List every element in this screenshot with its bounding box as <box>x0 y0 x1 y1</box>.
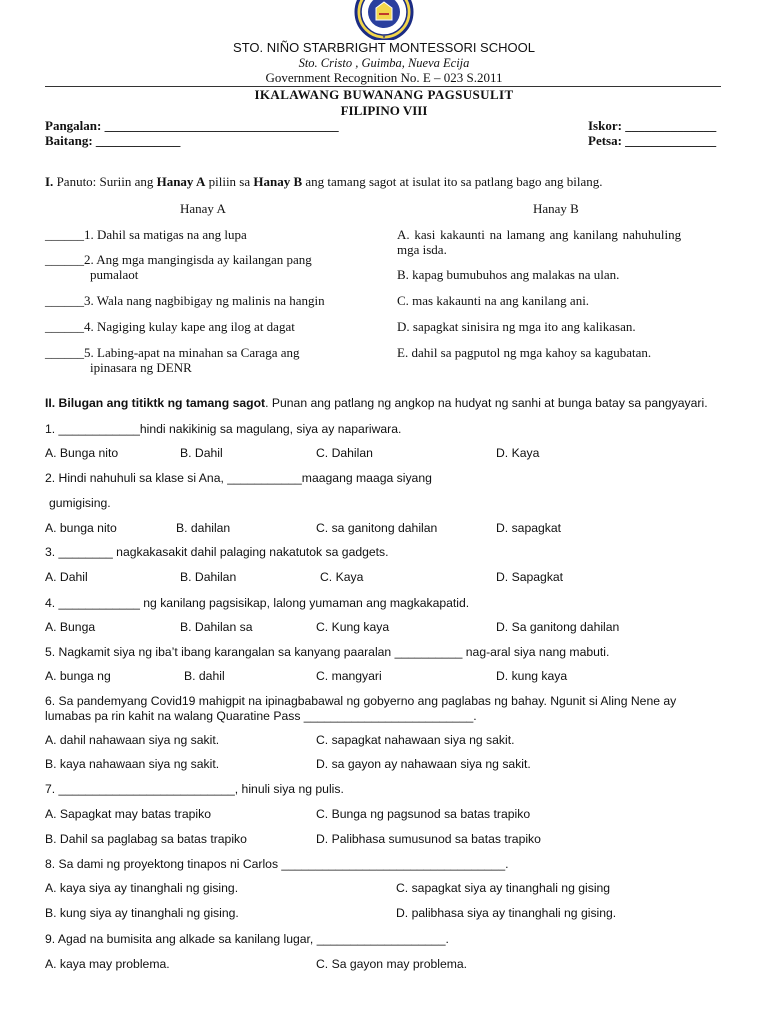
part1-directions <box>45 174 603 190</box>
date-field[interactable]: Petsa: ______________ <box>588 133 717 148</box>
grade-field[interactable]: Baitang: _____________ <box>45 133 181 148</box>
hanay-a-item: ______2. Ang mga mangingisda ay kailangan pang <box>45 252 312 267</box>
question-2: 2. Hindi nahuhuli sa klase si Ana, ___________maagang maaga siyang <box>45 471 432 485</box>
directions-text: ang tamang sagot at isulat ito sa patlang bago ang bilang. <box>302 174 603 189</box>
choice[interactable]: A. dahil nahawaan siya ng sakit. <box>45 733 220 747</box>
choice[interactable]: D. palibhasa siya ay tinanghali ng gising. <box>396 906 617 920</box>
choice[interactable]: C. Kaya <box>320 570 364 584</box>
hanay-b-item: B. kapag bumubuhos ang malakas na ulan. <box>397 267 620 282</box>
directions-text: piliin sa <box>205 174 254 189</box>
choice[interactable]: C. sa ganitong dahilan <box>316 521 438 535</box>
choice[interactable]: B. kaya nahawaan siya ng sakit. <box>45 757 220 771</box>
choice[interactable]: D. sapagkat <box>496 521 562 535</box>
choice[interactable]: B. dahil <box>184 669 225 683</box>
hanay-a-item-continuation: ipinasara ng DENR <box>90 360 192 375</box>
question-2-continuation: gumigising. <box>49 496 111 510</box>
hanay-a-item: ______1. Dahil sa matigas na ang lupa <box>45 227 247 242</box>
choice[interactable]: D. Kaya <box>496 446 540 460</box>
score-field[interactable]: Iskor: ______________ <box>588 118 717 133</box>
directions-text: Panuto: Suriin ang <box>53 174 157 189</box>
hanay-a-item: ______3. Wala nang nagbibigay ng malinis na hangin <box>45 293 325 308</box>
part2-instruction-text: . Punan ang patlang ng angkop na hudyat ng sanhi at bunga batay sa pangyayari. <box>265 396 708 410</box>
choice[interactable]: D. Sapagkat <box>496 570 564 584</box>
choice[interactable]: A. Bunga nito <box>45 446 119 460</box>
hanay-b-item: C. mas kakaunti na ang kanilang ani. <box>397 293 590 308</box>
choice[interactable]: A. bunga ng <box>45 669 111 683</box>
school-name: STO. NIÑO STARBRIGHT MONTESSORI SCHOOL <box>233 40 535 55</box>
question-4: 4. ____________ ng kanilang pagsisikap, lalong yumaman ang magkakapatid. <box>45 596 470 610</box>
hanay-a-item: ______5. Labing-apat na minahan sa Caraga ang <box>45 345 300 360</box>
choice[interactable]: C. Dahilan <box>316 446 373 460</box>
question-9: 9. Agad na bumisita ang alkade sa kanilang lugar, ___________________. <box>45 932 449 946</box>
choice[interactable]: A. Dahil <box>45 570 88 584</box>
question-8: 8. Sa dami ng proyektong tinapos ni Carlos _________________________________. <box>45 857 509 871</box>
hanay-b-item-continuation: mga isda. <box>397 242 447 257</box>
choice[interactable]: A. kaya siya ay tinanghali ng gising. <box>45 881 239 895</box>
choice[interactable]: D. Palibhasa sumusunod sa batas trapiko <box>316 832 541 846</box>
choice[interactable]: C. sapagkat nahawaan siya ng sakit. <box>316 733 515 747</box>
exam-title: IKALAWANG BUWANANG PAGSUSULIT <box>254 87 514 102</box>
choice[interactable]: D. sa gayon ay nahawaan siya ng sakit. <box>316 757 531 771</box>
choice[interactable]: D. Sa ganitong dahilan <box>496 620 620 634</box>
part2-title: Bilugan ang titiktk ng tamang sagot <box>55 396 266 410</box>
choice[interactable]: A. Bunga <box>45 620 96 634</box>
column-b-header: Hanay B <box>533 201 579 216</box>
choice[interactable]: C. Kung kaya <box>316 620 390 634</box>
choice[interactable]: A. bunga nito <box>45 521 117 535</box>
choice[interactable]: C. sapagkat siya ay tinanghali ng gising <box>396 881 611 895</box>
school-seal-logo <box>346 0 422 40</box>
hanay-b-item: E. dahil sa pagputol ng mga kahoy sa kagubatan. <box>397 345 652 360</box>
choice[interactable]: C. Sa gayon may problema. <box>316 957 468 971</box>
question-6: 6. Sa pandemyang Covid19 mahigpit na ipinagbabawal ng gobyerno ang paglabas ng bahay. Ngunit si Aling Nene ay <box>45 694 677 708</box>
name-field[interactable]: Pangalan: ____________________________________ <box>45 118 339 133</box>
part2-number: II. <box>45 396 56 410</box>
choice[interactable]: C. mangyari <box>316 669 382 683</box>
column-a-header: Hanay A <box>180 201 226 216</box>
part1-number: I. <box>45 174 54 189</box>
svg-text:★: ★ <box>382 34 386 39</box>
choice[interactable]: B. Dahilan sa <box>180 620 253 634</box>
choice[interactable]: B. Dahilan <box>180 570 237 584</box>
directions-hanay-b: Hanay B <box>253 174 303 189</box>
question-7: 7. __________________________, hinuli siya ng pulis. <box>45 782 344 796</box>
choice[interactable]: B. Dahil <box>180 446 223 460</box>
choice[interactable]: A. kaya may problema. <box>45 957 170 971</box>
question-6-continuation: lumabas pa rin kahit na walang Quaratine Pass _________________________. <box>45 709 477 723</box>
government-recognition: Government Recognition No. E – 023 S.2011 <box>265 70 503 85</box>
choice[interactable]: C. Bunga ng pagsunod sa batas trapiko <box>316 807 531 821</box>
hanay-b-item: A. kasi kakaunti na lamang ang kanilang nahuhuling <box>397 227 682 242</box>
choice[interactable]: A. Sapagkat may batas trapiko <box>45 807 211 821</box>
directions-hanay-a: Hanay A <box>156 174 206 189</box>
question-5: 5. Nagkamit siya ng iba’t ibang karangalan sa kanyang paaralan __________ nag-aral siya nang mabuti. <box>45 645 610 659</box>
hanay-a-item-continuation: pumalaot <box>90 267 139 282</box>
subject-title: FILIPINO VIII <box>340 103 428 118</box>
choice[interactable]: B. kung siya ay tinanghali ng gising. <box>45 906 239 920</box>
part2-instructions <box>45 396 708 410</box>
school-address: Sto. Cristo , Guimba, Nueva Ecija <box>298 56 470 70</box>
choice[interactable]: B. Dahil sa paglabag sa batas trapiko <box>45 832 247 846</box>
choice[interactable]: D. kung kaya <box>496 669 568 683</box>
hanay-a-item: ______4. Nagiging kulay kape ang ilog at dagat <box>45 319 295 334</box>
question-3: 3. ________ nagkakasakit dahil palaging nakatutok sa gadgets. <box>45 545 389 559</box>
hanay-b-item: D. sapagkat sinisira ng mga ito ang kalikasan. <box>397 319 636 334</box>
choice[interactable]: B. dahilan <box>176 521 231 535</box>
question-1: 1. ____________hindi nakikinig sa magulang, siya ay napariwara. <box>45 422 402 436</box>
